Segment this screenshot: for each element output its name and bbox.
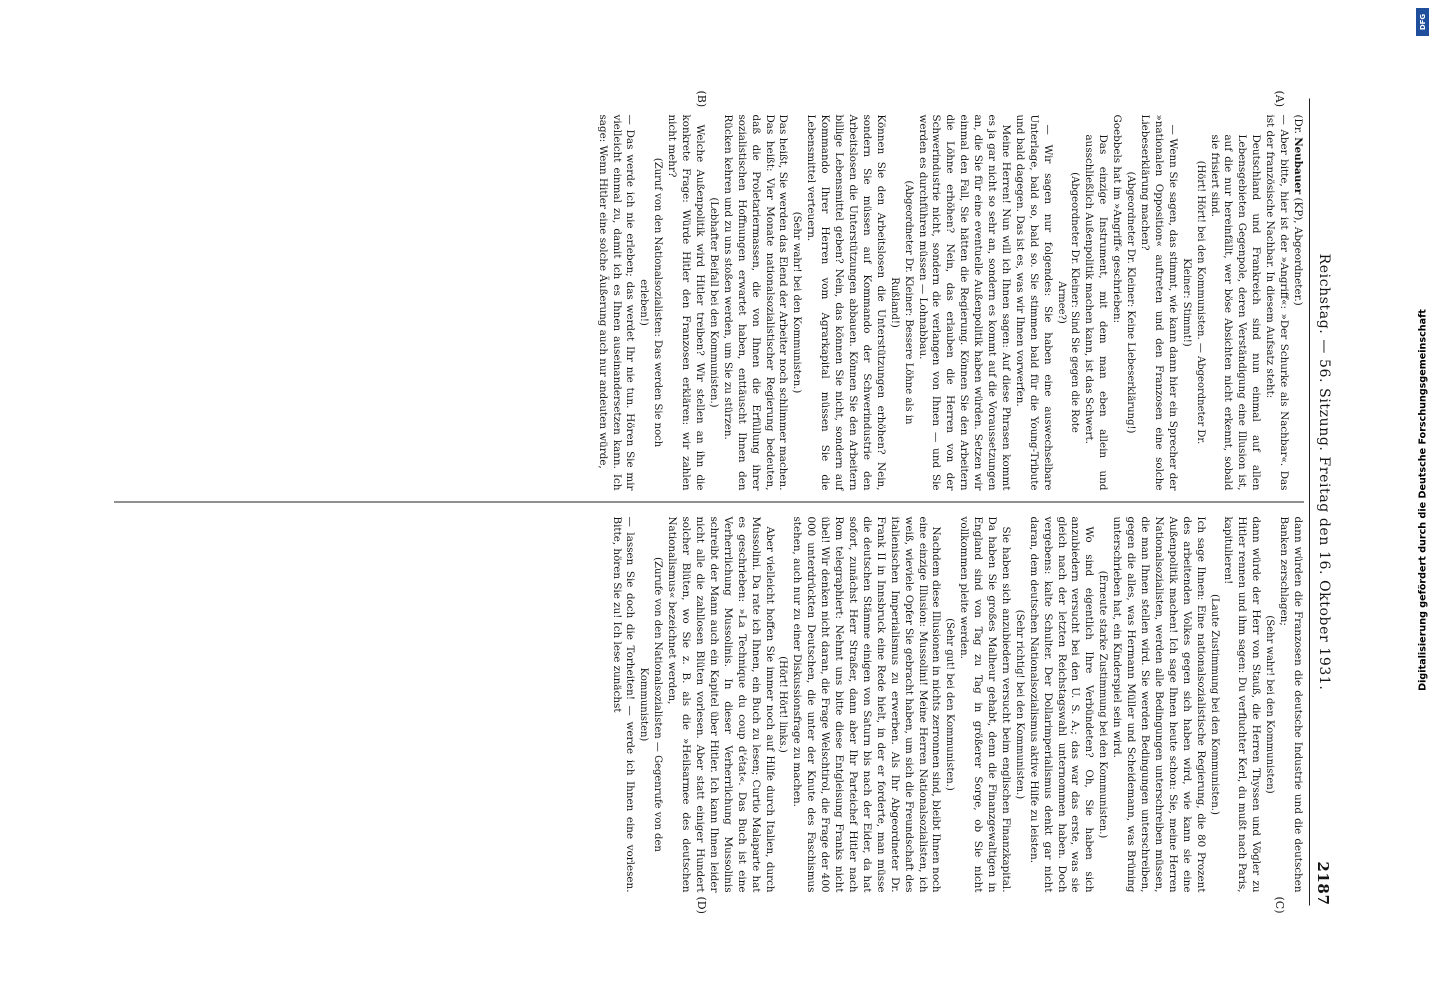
dfg-logo-text: DFG bbox=[1418, 13, 1427, 31]
dfg-funding-notice: Digitalisierung gefördert durch die Deutsche Forschungsgemeinschaft bbox=[1417, 309, 1429, 691]
paragraph: Das heißt, Sie werden das Elend der Arbeiter noch schlimmer machen. Das heißt: Vier Monate nationalsozialistischer Regierung bedeuten, daß die Proletariermassen, die von Ihnen die Erfüllung ihrer sozialistischen Hoffnungen erwartet haben, enttäuscht Ihnen den Rücken kehren und zu uns stoßen werden, um Sie zu stürzen. bbox=[721, 114, 790, 491]
interjection: (Sehr richtig! bei den Kommunisten.) bbox=[1013, 609, 1025, 800]
paragraph: — Aber bitte, hier ist der »Angriff«: »Der Schurke als Nachbar«. Das ist der französische Nachbar. In diesem Aufsatz steht: bbox=[1264, 114, 1291, 491]
page-frame bbox=[110, 85, 1340, 920]
interjection: (Abgeordneter Dr. Kleiner: Bessere Löhne als in Rußland!) bbox=[888, 180, 914, 425]
right-column bbox=[609, 517, 1304, 893]
paragraph: — lassen Sie doch die Torheiten! — werde ich Ihnen eine vorlesen. Bitte, hören Sie zu! Ich lese zunächst bbox=[610, 516, 637, 893]
paragraph: Ich sage Ihnen: Eine nationalsozialistische Regierung, die 80 Prozent des arbeitenden Volkes gegen sich haben wird, wie kann sie eine Außenpolitik machen! Ich sage Ihnen heute schon: Sie, meine Herren Nationalsozialisten, werden alle Bedingungen unterschreiben müssen, die man Ihnen stellen wird. Sie werden Bedingungen unterschreiben, gegen die alles, was Hermann Müller und Scheidemann, was Brüning unterschrieben hat, ein Kinderspiel sein wird. bbox=[1111, 516, 1207, 893]
margin-marker-a: (A) bbox=[1273, 90, 1286, 108]
paragraph: dann würden die Franzosen die deutsche Industrie und die deutschen Banken zerschlagen; bbox=[1278, 516, 1304, 893]
interjection: (Hört! Hört! bei den Kommunisten. — Abgeordneter Dr. Kleiner: Stimmt!) bbox=[1180, 160, 1206, 445]
interjection: (Zurufe von den Nationalsozialisten — Gegenrufe von den Kommunisten) bbox=[638, 557, 664, 852]
paragraph: — Wenn Sie sagen, das stimmt, wie kann dann hier ein Sprecher der »nationalen Opposition« auftreten und den Franzosen eine solche Liebeserklärung machen? bbox=[1139, 114, 1179, 491]
margin-marker-b: (B) bbox=[695, 90, 708, 108]
paragraph: dann würde der Herr von Stauß, die Herren Thyssen und Vögler zu Hitler rennen und ihm sagen: Du verfluchter Kerl, du mußt nach Paris, kapitulieren! bbox=[1222, 516, 1263, 893]
paragraph: Nachdem diese Illusionen in nichts zerronnen sind, bleibt Ihnen noch eine einzige Illusion: Mussolini! Meine Herren Nationalsozialisten, ich weiß, wieviele Opfer Sie gebracht haben, um sich die Freundschaft des italienischen Imperialismus zu erwerben. Als Ihr Abgeordneter Dr. Frank II in Innsbruck eine Rede hielt, in der er forderte, man müsse die deutschen Stämme einigen von Saturn bis nach der Eider, da hat sofort, zunächst Herr Straßer, dann aber Ihr Parteichef Hitler nach Rom telegraphiert: Nehmt uns bitte diese Entgleisung Franks nicht übel! Wir denken nicht daran, die Frage Welschtirol, die Frage der 400 000 unterdrückten Deutschen, die unter der Knute des Faschismus stehen, auch nur zu einer Diskussionsfrage zu machen. bbox=[791, 516, 943, 893]
paragraph: Meine Herren! Nun will ich Ihnen sagen: Auf diese Phrasen kommt es ja gar nicht so sehr an, sondern es kommt auf die Voraussetzungen an, die Sie für eine eventuelle Außenpolitik haben würden. Setzen wir einmal den Fall, Sie hätten die Regierung. Können Sie den Arbeitern die Löhne erhöhen? Nein, das erlauben die Herren von der Schwerindustrie nicht, sondern die verlangen von Ihnen — und Sie werden es durchführen müssen — Lohnabbau. bbox=[916, 114, 1012, 491]
side-strip bbox=[1412, 0, 1434, 1000]
interjection: (Lebhafter Beifall bei den Kommunisten.) bbox=[707, 197, 719, 408]
interjection: (Laute Zustimmung bei den Kommunisten.) bbox=[1208, 594, 1220, 815]
paragraph: Können Sie den Arbeitslosen die Unterstützungen erhöhen? Nein, sondern Sie müssen auf Kommando der Schwerindustrie den Arbeitslosen die Unterstützungen abbauen. Können Sie den Arbeitern billige Lebensmittel geben? Nein, das können Sie nicht, sondern auf Kommando Ihrer Herren vom Agrarkapital müssen Sie die Lebensmittel verteuern. bbox=[805, 114, 887, 491]
paragraph: Goebbels hat im »Angriff« geschrieben: bbox=[1111, 114, 1124, 324]
running-head bbox=[1312, 99, 1332, 906]
paragraph: — Das werde ich nie erleben; das werdet Ihr nie tun. Hören Sie mir vielleicht einmal zu, damit ich es Ihnen auseinandersetzen kann. Ich sage: Wenn Hitler eine solche Äußerung auch nur andeuten würde, bbox=[596, 114, 637, 491]
interjection: (Erneute starke Zustimmung bei den Kommunisten.) bbox=[1097, 570, 1109, 839]
paragraph: (Dr. Neubauer (KP), Abgeordneter.) bbox=[1292, 114, 1304, 306]
paragraph: — Wir sagen nur folgendes: Sie haben eine auswechselbare Unterlage, bald so, bald so. Sie stimmen bald für die Young-Tribute und bald dagegen. Das ist es, was wir Ihnen vorwerfen. bbox=[1013, 114, 1054, 491]
speaker-name: Neubauer bbox=[1292, 137, 1304, 195]
document-page bbox=[110, 85, 1340, 920]
dfg-logo bbox=[1416, 8, 1429, 36]
header-rule bbox=[1309, 99, 1310, 906]
interjection: (Zuruf von den Nationalsozialisten: Das werden Sie noch erleben!) bbox=[638, 157, 664, 448]
margin-marker-c: (C) bbox=[1273, 896, 1286, 914]
interjection: (Abgeordneter Dr. Kleiner: Keine Liebeserklärung!) bbox=[1125, 171, 1137, 434]
left-column bbox=[595, 115, 1304, 491]
paragraph: Sie haben sich anzubiedern versucht beim englischen Finanzkapital. Da haben Sie großes Malheur gehabt, denn die Finanzgewaltigen in England sind von Tag zu Tag in größerer Sorge, ob Sie nicht vollkommen pleite werden. bbox=[958, 516, 1012, 893]
paragraph: Wo sind eigentlich Ihre Verbündeten? Oh, Sie haben sich anzubiedern versucht bei den U. S. A.; das war das erste, was sie gleich nach der letzten Reichstagswahl unternommen haben. Doch vergebens: kalte Schulter. Der Dollarimperialismus denkt gar nicht daran, dem deutschen Nationalsozialismus aktive Hilfe zu leisten. bbox=[1027, 516, 1096, 893]
running-head-text: Reichstag. — 56. Sitzung. Freitag den 16. Oktober 1931. bbox=[1316, 253, 1332, 691]
interjection: (Hört! Hört! links.) bbox=[777, 656, 789, 753]
column-divider bbox=[114, 502, 1304, 503]
interjection: (Abgeordneter Dr. Kleiner: Sind Sie gegen die Rote Armee?) bbox=[1055, 172, 1081, 433]
margin-marker-d: (D) bbox=[695, 896, 708, 914]
paragraph: Welche Außenpolitik wird Hitler treiben? Wir stellen an ihn die konkrete Frage: Würde Hitler den Franzosen erklären: wir zahlen nicht mehr? bbox=[666, 114, 707, 491]
paragraph: Das einzige Instrument, mit dem man eben allein und ausschließlich Außenpolitik machen kann, ist das Schwert. bbox=[1083, 134, 1110, 491]
page-number: 2187 bbox=[1314, 861, 1332, 906]
paragraph: Deutschland und Frankreich sind nun einmal auf allen Lebensgebieten Gegenpole, deren Verständigung eine Illusion ist, auf die nur hereinfällt, wer böse Absichten nicht erkennt, sobald sie frisiert sind. bbox=[1208, 134, 1263, 491]
interjection: (Sehr gut! bei den Kommunisten.) bbox=[944, 618, 956, 791]
paragraph: Aber vielleicht hoffen Sie immer noch auf Hilfe durch Italien, durch Mussolini. Da rate ich Ihnen, ein Buch zu lesen; Curtio Malaparte hat es geschrieben: »La Technique du coup d'état«. Das Buch ist eine Verherrlichung Mussolinis. In dieser Verherrlichung Mussolinis schreibt der Mann auch ein Kapitel über Hitler. Ich kann Ihnen leider nicht alle die zahllosen Blüten vorlesen. Aber statt einiger Hundert solcher Blüten, wo Sie z. B. als die »Heilsarmee des deutschen Nationalismus« bezeichnet werden, bbox=[666, 516, 776, 893]
interjection: (Sehr wahr! bei den Kommunisten) bbox=[1264, 615, 1276, 794]
interjection: (Sehr wahr! bei den Kommunisten.) bbox=[791, 211, 803, 394]
